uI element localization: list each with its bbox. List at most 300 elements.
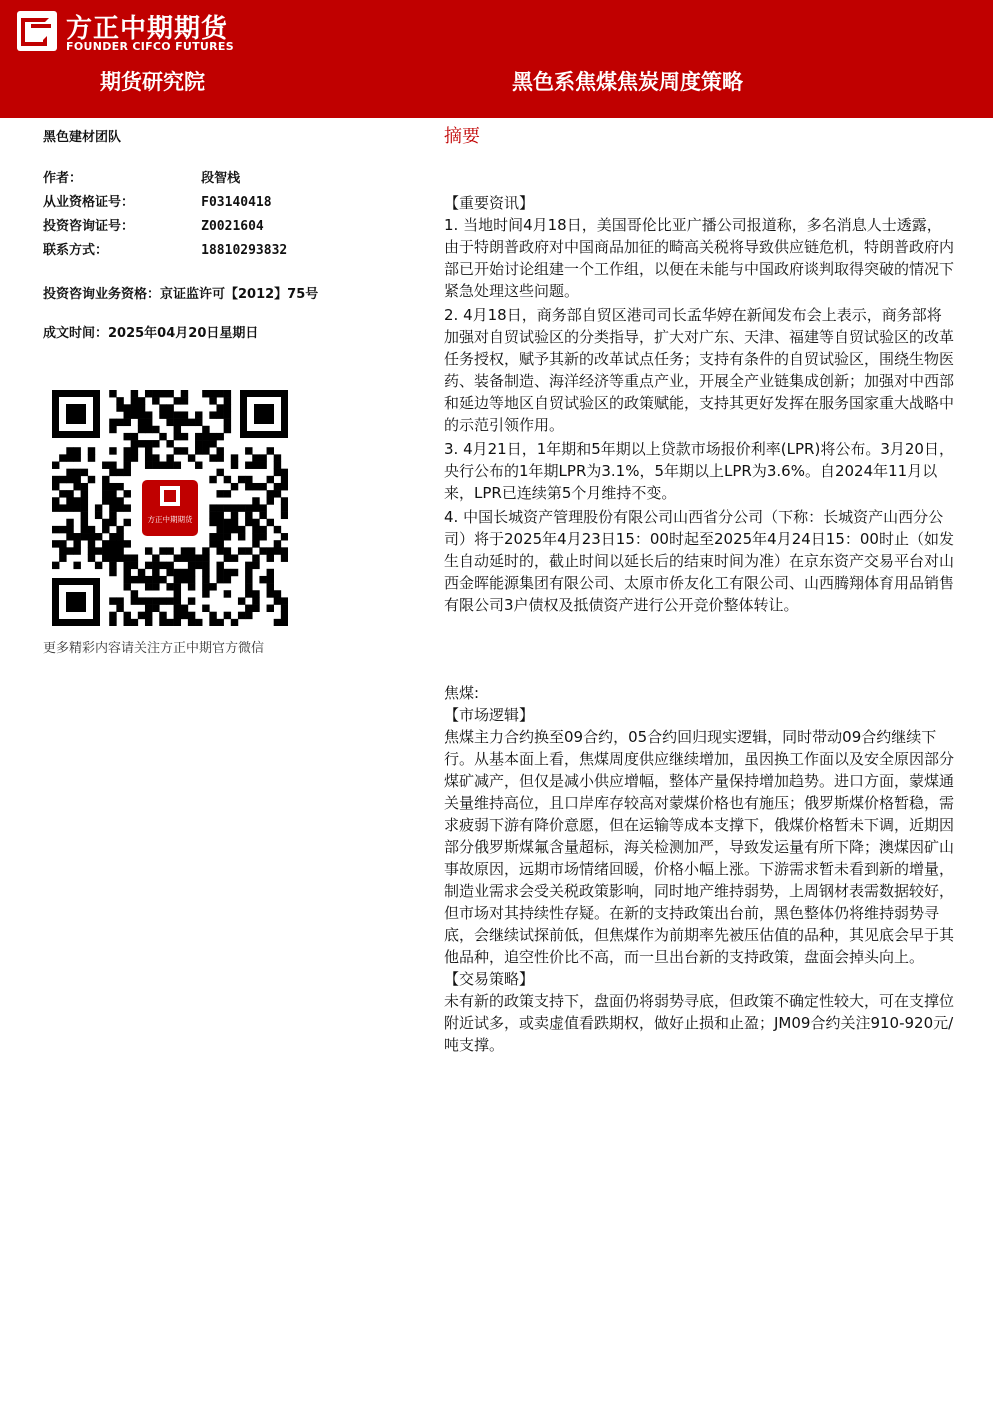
qr-module (224, 419, 231, 426)
qr-module (274, 462, 281, 469)
qr-module (73, 483, 80, 490)
consult-row (43, 215, 423, 239)
qr-module (116, 497, 123, 504)
qr-module (259, 504, 266, 511)
qr-module (216, 569, 223, 576)
qr-module (124, 419, 131, 426)
qr-module (188, 612, 195, 619)
qr-module (109, 447, 116, 454)
qr-module (181, 419, 188, 426)
qr-module (252, 526, 259, 533)
qr-module (52, 562, 59, 569)
qr-module (138, 397, 145, 404)
qr-module (116, 397, 123, 404)
institute-name: 期货研究院 (100, 70, 205, 94)
qr-module (138, 612, 145, 619)
qr-module (267, 605, 274, 612)
qr-module (145, 612, 152, 619)
qr-module (209, 533, 216, 540)
qr-module (174, 433, 181, 440)
qr-module (124, 469, 131, 476)
qr-module (174, 597, 181, 604)
qualification-label: 从业资格证号： (43, 195, 135, 210)
qr-module (116, 554, 123, 561)
qr-module (267, 519, 274, 526)
qr-module (88, 554, 95, 561)
qr-module (124, 562, 131, 569)
qr-module (166, 454, 173, 461)
qr-module (102, 526, 109, 533)
qr-module (252, 533, 259, 540)
qr-module (152, 576, 159, 583)
qr-module (159, 576, 166, 583)
qr-module (124, 554, 131, 561)
qr-module (181, 576, 188, 583)
qr-module (102, 476, 109, 483)
qr-module (95, 512, 102, 519)
qr-module (281, 476, 288, 483)
qr-module (81, 512, 88, 519)
qr-module (281, 533, 288, 540)
qr-module (95, 562, 102, 569)
qr-module (109, 533, 116, 540)
qr-module (202, 426, 209, 433)
qr-module (238, 533, 245, 540)
qr-module (73, 447, 80, 454)
qr-module (174, 605, 181, 612)
qr-module (224, 519, 231, 526)
qr-module (224, 526, 231, 533)
qr-module (216, 619, 223, 626)
qr-module (252, 590, 259, 597)
qr-module (181, 433, 188, 440)
qr-logo-text: 方正中期期货 (147, 515, 193, 524)
qr-module (224, 411, 231, 418)
qr-module (159, 619, 166, 626)
qr-module (224, 569, 231, 576)
qr-module (116, 483, 123, 490)
qr-module (109, 469, 116, 476)
qr-module (231, 504, 238, 511)
qr-module (209, 619, 216, 626)
qr-module (231, 483, 238, 490)
qr-module (224, 390, 231, 397)
qr-module (124, 576, 131, 583)
qr-module (152, 597, 159, 604)
consult-value: Z0021604 (201, 219, 264, 234)
contact-value: 18810293832 (201, 243, 288, 258)
qr-module (202, 569, 209, 576)
news-item: 1. 当地时间4月18日，美国哥伦比亚广播公司报道称，多名消息人士透露，由于特朗普政府对中国商品加征的畸高关税将导致供应链危机，特朗普政府内部已开始讨论组建一个工作组，以便在未能与中国政府谈判取得突破的情况下紧急处理这些问题。 (444, 216, 955, 300)
qr-module (281, 554, 288, 561)
qr-module (274, 526, 281, 533)
qr-module (88, 454, 95, 461)
qr-module (245, 476, 252, 483)
qr-module (209, 512, 216, 519)
qr-module (274, 454, 281, 461)
qr-module (159, 390, 166, 397)
qr-module (188, 597, 195, 604)
qr-module (95, 547, 102, 554)
qr-module (88, 533, 95, 540)
qr-module (52, 540, 59, 547)
qr-module (188, 554, 195, 561)
qr-module (188, 419, 195, 426)
qr-module (124, 519, 131, 526)
qr-module (174, 619, 181, 626)
qr-module (267, 583, 274, 590)
qr-module (267, 569, 274, 576)
qr-module (124, 540, 131, 547)
qr-module (59, 554, 66, 561)
qr-module (152, 583, 159, 590)
qr-module (267, 490, 274, 497)
qr-module (209, 583, 216, 590)
qr-module (166, 390, 173, 397)
qr-module (209, 504, 216, 511)
qr-module (81, 490, 88, 497)
trade-strategy-heading: 【交易策略】 (444, 970, 535, 988)
contact-row (43, 239, 423, 263)
qr-module (66, 454, 73, 461)
qr-module (202, 433, 209, 440)
qr-module (116, 605, 123, 612)
qr-module (224, 576, 231, 583)
qr-module (281, 504, 288, 511)
qr-module (209, 397, 216, 404)
qr-module (145, 619, 152, 626)
qr-module (245, 605, 252, 612)
qr-module (267, 547, 274, 554)
qr-module (259, 526, 266, 533)
qr-module (238, 547, 245, 554)
qr-module (116, 533, 123, 540)
qr-module (116, 469, 123, 476)
qr-module (245, 562, 252, 569)
qr-module (145, 597, 152, 604)
qr-module (252, 504, 259, 511)
qr-module (216, 547, 223, 554)
qr-module (109, 612, 116, 619)
abstract-section (444, 120, 956, 1056)
qr-module (66, 497, 73, 504)
qr-module (231, 454, 238, 461)
qr-module (195, 462, 202, 469)
qr-module (245, 504, 252, 511)
qr-module (224, 533, 231, 540)
qr-module (109, 547, 116, 554)
news-item: 2. 4月18日，商务部自贸区港司司长孟华婷在新闻发布会上表示，商务部将加强对自贸试验区的分类指导，扩大对广东、天津、福建等自贸试验区的改革任务授权，赋予其新的改革试点任务；支持有条件的自贸试验区，围绕生物医药、装备制造、海洋经济等重点产业，开展全产业链集成创新；加强对中西部和延边等地区自贸试验区的政策赋能，支持其更好发挥在服务国家重大战略中的示范引领作用。 (444, 306, 955, 434)
qr-module (216, 562, 223, 569)
qr-module (116, 540, 123, 547)
qr-module (59, 490, 66, 497)
qr-module (138, 411, 145, 418)
qr-module (224, 612, 231, 619)
qr-module (152, 569, 159, 576)
qr-module (181, 547, 188, 554)
qr-module (166, 569, 173, 576)
qr-module (145, 583, 152, 590)
qr-module (73, 476, 80, 483)
qr-module (259, 547, 266, 554)
qr-module (274, 590, 281, 597)
qr-module (224, 554, 231, 561)
qr-module (166, 440, 173, 447)
qr-module (216, 519, 223, 526)
qr-module (131, 597, 138, 604)
qr-module (166, 404, 173, 411)
qr-module (159, 612, 166, 619)
qr-module (216, 533, 223, 540)
qr-caption: 更多精彩内容请关注方正中期官方微信 (43, 641, 265, 656)
qr-module (152, 397, 159, 404)
qr-module (152, 462, 159, 469)
qr-module (281, 512, 288, 519)
news-item: 4. 中国长城资产管理股份有限公司山西省分公司（下称：长城资产山西分公司）将于2025年4月23日15：00时起至2025年4月24日15：00时止（如发生自动延时的，截止时间以延长后的结束时间为准）在京东资产交易平台对山西金晖能源集团有限公司、太原市侨友化工有限公司、山西腾翔体育用品销售有限公司3户债权及抵债资产进行公开竞价整体转让。 (444, 508, 955, 614)
qr-module (131, 590, 138, 597)
qr-module (267, 590, 274, 597)
qr-module (252, 454, 259, 461)
qr-module (131, 411, 138, 418)
qr-module (145, 419, 152, 426)
qr-module (238, 476, 245, 483)
qr-module (81, 533, 88, 540)
qr-module (88, 540, 95, 547)
qr-module (216, 576, 223, 583)
qr-module (181, 554, 188, 561)
qr-module (52, 483, 59, 490)
qr-module (131, 454, 138, 461)
qr-module (281, 612, 288, 619)
qr-module (166, 562, 173, 569)
qr-module (131, 619, 138, 626)
qr-module (202, 605, 209, 612)
qr-module (252, 605, 259, 612)
qr-module (231, 554, 238, 561)
qr-module (174, 411, 181, 418)
qr-module (109, 462, 116, 469)
qr-module (181, 411, 188, 418)
qr-module (252, 597, 259, 604)
qr-module (181, 390, 188, 397)
qr-module (59, 547, 66, 554)
qualification-value: F03140418 (201, 195, 272, 210)
qr-module (109, 562, 116, 569)
qr-module (238, 597, 245, 604)
qr-module (174, 576, 181, 583)
qr-module (116, 547, 123, 554)
company-name-cn: 方正中期期货 (66, 14, 229, 44)
qr-module (116, 526, 123, 533)
qr-module (267, 476, 274, 483)
qr-module (202, 390, 209, 397)
qr-module (209, 476, 216, 483)
qr-module (274, 469, 281, 476)
report-date: 成文时间：2025年04月20日星期日 (43, 326, 259, 341)
qr-module (95, 533, 102, 540)
qr-module (166, 419, 173, 426)
qr-module (166, 619, 173, 626)
qr-finder-top-right (240, 390, 288, 438)
trade-strategy-text: 未有新的政策支持下，盘面仍将弱势寻底，但政策不确定性较大，可在支撑位附近试多，或卖虚值看跌期权，做好止损和止盈；JM09合约关注910-920元/吨支撑。 (444, 992, 955, 1054)
qr-module (267, 576, 274, 583)
qr-module (88, 476, 95, 483)
qr-module (159, 597, 166, 604)
qr-module (138, 404, 145, 411)
qr-module (202, 583, 209, 590)
qr-module (124, 619, 131, 626)
qr-module (145, 462, 152, 469)
qr-module (166, 547, 173, 554)
qr-module (109, 390, 116, 397)
qr-module (224, 476, 231, 483)
qr-module (109, 597, 116, 604)
qr-module (145, 411, 152, 418)
qr-module (209, 390, 216, 397)
qr-module (209, 433, 216, 440)
qr-module (231, 462, 238, 469)
qr-module (138, 569, 145, 576)
qr-module (59, 504, 66, 511)
qr-module (274, 547, 281, 554)
qr-module (109, 497, 116, 504)
qr-module (66, 469, 73, 476)
qr-module (174, 583, 181, 590)
qr-module (202, 554, 209, 561)
qr-module (216, 447, 223, 454)
qr-module (131, 440, 138, 447)
qr-module (124, 404, 131, 411)
qr-module (216, 433, 223, 440)
qr-module (174, 426, 181, 433)
qr-module (259, 576, 266, 583)
qr-module (124, 447, 131, 454)
qr-module (73, 454, 80, 461)
author-value: 段智栈 (201, 171, 241, 186)
qr-module (259, 533, 266, 540)
qr-module (109, 490, 116, 497)
qr-module (188, 454, 195, 461)
qr-module (231, 519, 238, 526)
qr-module (145, 447, 152, 454)
qr-module (245, 447, 252, 454)
qr-module (252, 462, 259, 469)
qr-module (131, 397, 138, 404)
author-info-panel (43, 126, 423, 341)
qr-module (116, 597, 123, 604)
qr-module (66, 519, 73, 526)
qr-module (274, 619, 281, 626)
qr-module (274, 490, 281, 497)
qr-module (281, 547, 288, 554)
qr-module (238, 612, 245, 619)
qr-module (174, 554, 181, 561)
qr-module (216, 512, 223, 519)
qr-module (216, 454, 223, 461)
qr-module (131, 554, 138, 561)
qr-module (188, 547, 195, 554)
qr-module (109, 426, 116, 433)
qr-module (188, 562, 195, 569)
news-item: 3. 4月21日，1年期和5年期以上贷款市场报价利率(LPR)将公布。3月20日，央行公布的1年期LPR为3.1%，5年期以上LPR为3.6%。自2024年11月以来，LPR已连续第5个月维持不变。 (444, 440, 954, 502)
qr-module (231, 619, 238, 626)
qr-module (252, 562, 259, 569)
qr-module (245, 569, 252, 576)
qr-module (152, 390, 159, 397)
qr-module (138, 426, 145, 433)
qr-module (124, 612, 131, 619)
qr-module (66, 476, 73, 483)
qr-module (224, 590, 231, 597)
qr-module (202, 440, 209, 447)
qr-module (252, 554, 259, 561)
qr-module (116, 504, 123, 511)
qr-module (52, 526, 59, 533)
qr-module (245, 576, 252, 583)
qr-module (138, 597, 145, 604)
qr-module (267, 447, 274, 454)
qr-module (245, 590, 252, 597)
qr-module (73, 562, 80, 569)
qr-module (281, 483, 288, 490)
qr-module (216, 411, 223, 418)
qr-module (195, 411, 202, 418)
qr-module (109, 483, 116, 490)
qr-module (202, 576, 209, 583)
abstract-title: 摘要 (444, 126, 480, 147)
qr-module (195, 440, 202, 447)
qr-module (66, 533, 73, 540)
qr-module (209, 519, 216, 526)
qr-module (238, 504, 245, 511)
qr-module (81, 504, 88, 511)
qr-module (159, 462, 166, 469)
report-header (0, 0, 993, 118)
qr-module (81, 497, 88, 504)
qr-module (202, 547, 209, 554)
qr-module (252, 483, 259, 490)
qr-module (131, 404, 138, 411)
qr-module (124, 462, 131, 469)
qr-finder-bottom-left (52, 578, 100, 626)
qr-module (231, 526, 238, 533)
qr-module (209, 612, 216, 619)
qr-module (116, 419, 123, 426)
qr-module (224, 547, 231, 554)
qr-module (116, 404, 123, 411)
qr-module (224, 397, 231, 404)
qr-module (245, 547, 252, 554)
qr-module (281, 605, 288, 612)
qr-module (209, 411, 216, 418)
qr-module (166, 411, 173, 418)
qr-module (224, 404, 231, 411)
market-logic-text: 焦煤主力合约换至09合约，05合约回归现实逻辑，同时带动09合约继续下行。从基本面上看，焦煤周度供应继续增加，虽因换工作面以及安全原因部分煤矿减产，但仅是减小供应增幅，整体产量保持增加趋势。进口方面，蒙煤通关量维持高位，且口岸库存较高对蒙煤价格也有施压；俄罗斯煤价格暂稳，需求疲弱下游有降价意愿，但在运输等成本支撑下，俄煤价格暂未下调，近期因部分俄罗斯煤氟含量超标，海关检测加严，导致发运量有所下降；澳煤因矿山事故原因，远期市场情绪回暖，价格小幅上涨。下游需求暂未看到新的增量，制造业需求会受关税政策影响，同时地产维持弱势，上周钢材表需数据较好，但市场对其持续性存疑。在新的支持政策出台前，黑色整体仍将维持弱势寻底，会继续试探前低，但焦煤作为前期率先被压估值的品种，其见底会早于其他品种，追空性价比不高，而一旦出台新的支持政策，盘面会掉头向上。 (444, 728, 955, 966)
qr-module (73, 547, 80, 554)
market-logic-heading: 【市场逻辑】 (444, 706, 535, 724)
qr-module (102, 483, 109, 490)
qr-module (152, 562, 159, 569)
qr-module (216, 390, 223, 397)
qr-module (102, 547, 109, 554)
contact-label: 联系方式： (43, 243, 109, 258)
qr-module (245, 483, 252, 490)
qr-module (209, 540, 216, 547)
qr-module (109, 540, 116, 547)
qr-module (216, 469, 223, 476)
qr-module (202, 562, 209, 569)
qr-module (188, 583, 195, 590)
